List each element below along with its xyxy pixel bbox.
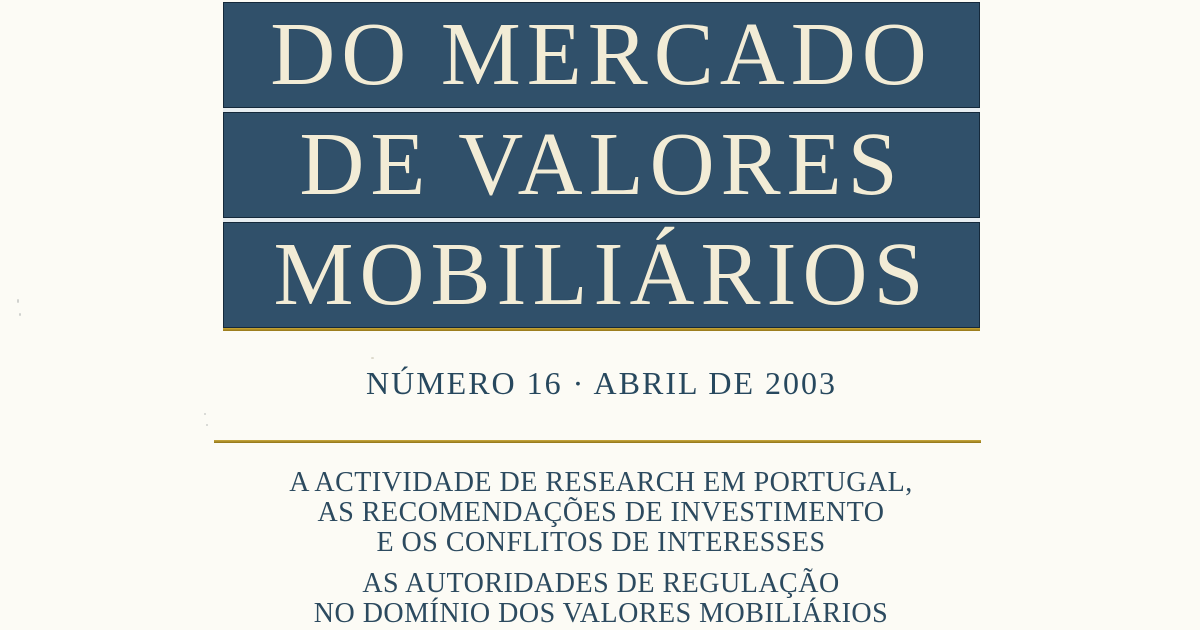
article-title-2 bbox=[160, 569, 1042, 629]
scan-speck bbox=[19, 313, 21, 316]
article-title-1 bbox=[160, 468, 1042, 558]
masthead-bar-2 bbox=[223, 112, 980, 218]
article-title-line: A ACTIVIDADE DE RESEARCH EM PORTUGAL, bbox=[289, 467, 913, 498]
scan-speck bbox=[204, 413, 206, 415]
scan-speck bbox=[206, 424, 208, 426]
divider-gold-rule bbox=[214, 440, 981, 443]
masthead bbox=[223, 2, 980, 331]
masthead-line-3: MOBILIÁRIOS bbox=[273, 225, 930, 324]
issue-date-line: NÚMERO 16 · ABRIL DE 2003 bbox=[365, 365, 838, 401]
article-titles bbox=[160, 468, 1042, 629]
masthead-line-1: DO MERCADO bbox=[270, 5, 933, 104]
masthead-bar-1 bbox=[223, 2, 980, 108]
scan-speck bbox=[17, 299, 19, 303]
article-title-line: NO DOMÍNIO DOS VALORES MOBILIÁRIOS bbox=[313, 598, 889, 629]
article-title-line: AS AUTORIDADES DE REGULAÇÃO bbox=[362, 568, 840, 599]
masthead-line-2: DE VALORES bbox=[299, 115, 904, 214]
article-title-line: E OS CONFLITOS DE INTERESSES bbox=[376, 527, 826, 558]
scan-speck bbox=[371, 357, 374, 359]
masthead-bar-3 bbox=[223, 222, 980, 328]
masthead-gold-rule bbox=[223, 328, 980, 331]
article-title-line: AS RECOMENDAÇÕES DE INVESTIMENTO bbox=[317, 497, 885, 528]
